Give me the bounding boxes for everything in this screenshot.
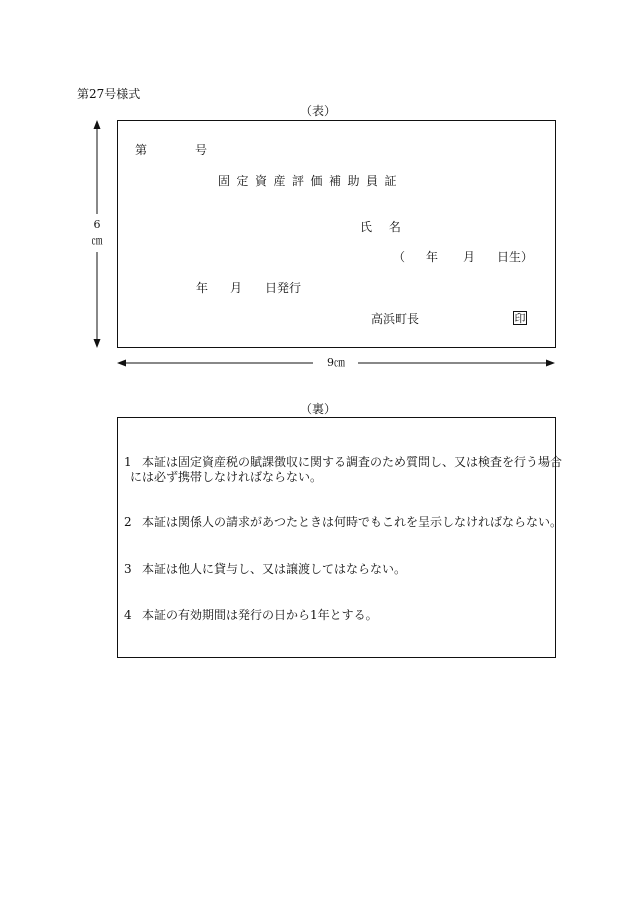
birth-month: 月 bbox=[463, 250, 476, 264]
birth-year: 年 bbox=[426, 250, 439, 264]
birth-day: 日生） bbox=[497, 250, 534, 264]
issue-day: 日発行 bbox=[265, 281, 302, 295]
front-card bbox=[117, 120, 556, 348]
note-4-number: 4 bbox=[124, 608, 132, 622]
height-arrowhead-bottom bbox=[94, 339, 101, 348]
front-side-label: （表） bbox=[300, 104, 337, 118]
note-2-line-1: 本証は関係人の請求があつたときは何時でもこれを呈示しなければならない。 bbox=[142, 515, 563, 529]
name-label: 氏 名 bbox=[360, 220, 408, 234]
height-dimension-value: 6 bbox=[90, 219, 104, 231]
card-title: 固定資産評価補助員証 bbox=[218, 174, 404, 188]
number-suffix: 号 bbox=[195, 143, 208, 157]
number-prefix: 第 bbox=[135, 143, 148, 157]
form-number: 第27号様式 bbox=[77, 87, 141, 101]
issuer: 高浜町長 bbox=[371, 312, 420, 326]
note-4-line-1: 本証の有効期間は発行の日から1年とする。 bbox=[142, 608, 378, 622]
width-arrowhead-right bbox=[546, 360, 555, 367]
width-dimension-label: 9㎝ bbox=[318, 357, 354, 369]
seal-stamp: 印 bbox=[514, 312, 526, 325]
birth-open-paren: （ bbox=[393, 250, 406, 264]
height-arrowhead-top bbox=[94, 120, 101, 129]
note-1-number: 1 bbox=[124, 455, 132, 469]
issue-year: 年 bbox=[196, 281, 209, 295]
note-1-line-2: には必ず携帯しなければならない。 bbox=[130, 470, 323, 484]
width-arrowhead-left bbox=[117, 360, 126, 367]
issue-month: 月 bbox=[230, 281, 243, 295]
note-3-line-1: 本証は他人に貸与し、又は譲渡してはならない。 bbox=[142, 562, 407, 576]
back-side-label: （裏） bbox=[300, 402, 337, 416]
note-1-line-1: 本証は固定資産税の賦課徴収に関する調査のため質問し、又は検査を行う場合 bbox=[142, 455, 563, 469]
note-3-number: 3 bbox=[124, 562, 132, 576]
height-dimension-unit: ㎝ bbox=[88, 235, 106, 247]
note-2-number: 2 bbox=[124, 515, 132, 529]
